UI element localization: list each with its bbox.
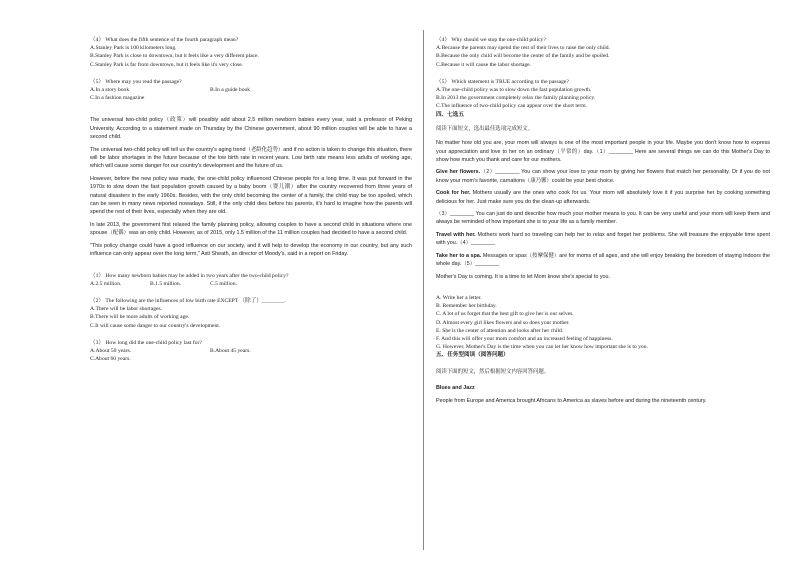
option-b: B.Because the only child will become the center of the family and be spoiled.	[436, 53, 610, 60]
section-4-instruction: 阅读下面短文，选出最佳选项完成短文。	[436, 125, 534, 132]
section-4-title: 四、七选五	[436, 111, 464, 118]
section-5-instruction: 阅读下面的短文，然后根据短文内容回答问题。	[436, 368, 550, 375]
passage-paragraph-3: However, before the new policy was made, the one-child policy influenced Chinese people for a long time. It was put forward in the 1970s to slow down the fast population growth caused by a baby boom（婴儿潮）after the country recovered from three years of natural disasters in the early 1960s. Besides, with the only child becoming the center of a family, the child may be too spoiled, which can be seen in many news reported nowadays. Still, if the only child dies before his parents, it's hard to imagine how the parents will spend the rest of their lives, especially when they are old.	[90, 175, 412, 216]
cloze-travel	[436, 231, 770, 248]
option-c: C.The influence of two-child policy can appear over the short term.	[436, 103, 587, 110]
section-5-title: 五、任务型阅读（阅答问题）	[436, 352, 509, 359]
option-c: C.5 million.	[210, 280, 237, 287]
passage-question-2-stem: （2） The following are the influences of low birth rate EXCEPT （除了）________.	[90, 297, 286, 304]
passage-paragraph-5: "This policy change could have a good influence on our society, and it will help to develop the economy in our country, but any such influence can only appear over the long term," Asti Sheath, an director of Moody's, said in a report on Friday.	[90, 242, 412, 258]
choice-e: E. She is the center of attention and looks after her child.	[436, 327, 564, 334]
cloze-travel-heading: Travel with her.	[436, 231, 476, 238]
cloze-blank-3: （3）________ You can just do and describe how much your mother means to you. It can be very useful and your mom will keep them and always be reminded of how important she is to your life as a family member.	[436, 211, 770, 226]
cloze-spa	[436, 252, 770, 269]
option-b: B.About 45 years.	[210, 347, 251, 354]
question-5-options-row	[90, 86, 412, 94]
passage-question-2-options	[90, 305, 412, 330]
option-a: A.In a story book	[90, 87, 130, 94]
passage-paragraph-2: The universal two-child policy will tell us the country's aging trend（老龄化趋势）and if no action is taken to change this situation, there will be labor shortages in the future because of the low birth rate in recent years. Low birth rate means less adults of working age, which will cause some danger for our country's development and the future of us.	[90, 146, 412, 170]
option-b: B.In a guide book	[210, 87, 251, 94]
choice-c: C. A lot of us forget that the best gift to give her is our selves.	[436, 311, 574, 318]
cloze-closing: Mother's Day is coming. It is a time to let Mom know she's special to you.	[436, 273, 611, 280]
choice-b: B. Remember her birthday.	[436, 303, 497, 310]
passage-question-4-options	[436, 44, 770, 69]
right-column	[436, 36, 770, 406]
passage-first-line: People from Europe and America brought Africans to America as slaves before and during the nineteenth century.	[436, 398, 707, 405]
passage-question-1-stem: （1） How many newborn babies may be added in two years after the two-child policy?	[90, 272, 289, 279]
choice-g: G. However, Mother's Day is the time when you can let her know how important she is to you.	[436, 344, 648, 351]
cloze-flowers-heading: Give her flowers.	[436, 169, 481, 176]
option-b: B.In 2013 the government completely relax the family planning policy.	[436, 95, 596, 102]
cloze-travel-body: Mothers work hard so traveling can help her to relax and forget her problems. She will treasure the enjoyable time spent with you.（4）________	[436, 231, 770, 247]
cloze-cook	[436, 189, 770, 206]
question-4-stem: （4） What does the fifth sentence of the fourth paragraph mean?	[90, 37, 239, 43]
option-a: A.About 50 years.	[90, 347, 132, 354]
passage-question-5-stem: （5） Which statement is TRUE according to the passage?	[436, 78, 569, 85]
passage-paragraph-4: In late 2013, the government first relaxed the family planning policy, allowing couples to have a second child in situations where one spouse（配偶）was an only child. However, as of 2015, only 1.5 million of the 11 million couples had decided to have a second child.	[90, 221, 412, 237]
cloze-cook-body: Mothers usually are the ones who cook for us. Your mom will absolutely love it if you surprise her by cooking something delicious for her. Just make sure you do the clean-up afterwards.	[436, 190, 770, 205]
passage-question-4-stem: （4） Why should we stop the one-child policy?	[436, 37, 546, 43]
cloze-choices	[436, 294, 770, 351]
passage-title: Blues and Jazz	[436, 384, 475, 391]
column-divider	[423, 30, 424, 550]
option-c: C.About 60 years.	[90, 356, 131, 363]
option-a: A.There will be labor shortages.	[90, 306, 163, 313]
cloze-flowers	[436, 168, 770, 185]
question-4-options	[90, 44, 412, 69]
cloze-passage	[436, 139, 770, 281]
option-b: B.1.5 million.	[150, 280, 182, 287]
option-b: B.Stanley Park is close to downtown, but it feels like a very different place.	[90, 53, 259, 60]
reading-passage	[90, 116, 412, 258]
option-c: C.In a fashion magazine	[90, 95, 145, 102]
option-c: C.It will cause some danger to our country's development.	[90, 322, 221, 329]
cloze-spa-body: Messages or spas（按摩保健）are for moms of all ages, and she will enjoy breaking the boredom of staying indoors the whole day.（5）________	[436, 252, 771, 268]
cloze-spa-heading: Take her to a spa.	[436, 252, 482, 259]
question-5-stem: （5） Where may you read the passage?	[90, 78, 182, 85]
choice-f: F. And this will offer your mom comfort and an increased feeling of happiness.	[436, 335, 613, 342]
cloze-cook-heading: Cook for her.	[436, 190, 471, 197]
option-a: A.Because the parents may spend the rest of their lives to raise the only child.	[436, 45, 610, 52]
passage-question-3-options-row	[90, 347, 412, 355]
option-a: A.Stanley Park is 100 kilometers long.	[90, 45, 177, 52]
passage-question-5-options	[436, 86, 770, 111]
passage-question-3-stem: （3） How long did the one-child policy last for?	[90, 339, 202, 346]
left-column	[90, 36, 412, 363]
option-c: C.Because it will cause the labor shortage.	[436, 61, 532, 68]
option-a: A.The one-child policy was to slow down the fast population growth.	[436, 87, 592, 94]
cloze-intro: No matter how old you are, your mom will always is one of the most important people in your life. Maybe you don't know how to express your appreciation and love to her on an ordinary（平常的）day.（1）________ Here are several things we can do this Mother's Day to show how much you thank and care for our mothers.	[436, 140, 770, 164]
option-a: A.2.5 million.	[90, 280, 122, 287]
passage-paragraph-1: The universal two-child policy（政策）will possibly add about 2.5 million newborn babies every year, said a professor of Peking University. According to a statement made on Thursday by the Chinese government, about 90 million couples will be able to have a second child.	[90, 117, 412, 141]
choice-a: A. Write her a letter.	[436, 294, 482, 301]
option-b: B.There will be more adults of working age.	[90, 314, 190, 321]
passage-question-1-options	[90, 280, 412, 288]
cloze-flowers-body: （2）________ You can show your love to your mom by giving her flowers that match her personality. Or if you do not know your mom's favorite, carnations（康乃馨）could be your best choice.	[436, 169, 770, 184]
choice-d: D. Almost every girl likes flowers and so does your mother.	[436, 319, 570, 326]
option-c: C.Stanley Park is far from downtown, but it feels like it's very close.	[90, 61, 244, 68]
